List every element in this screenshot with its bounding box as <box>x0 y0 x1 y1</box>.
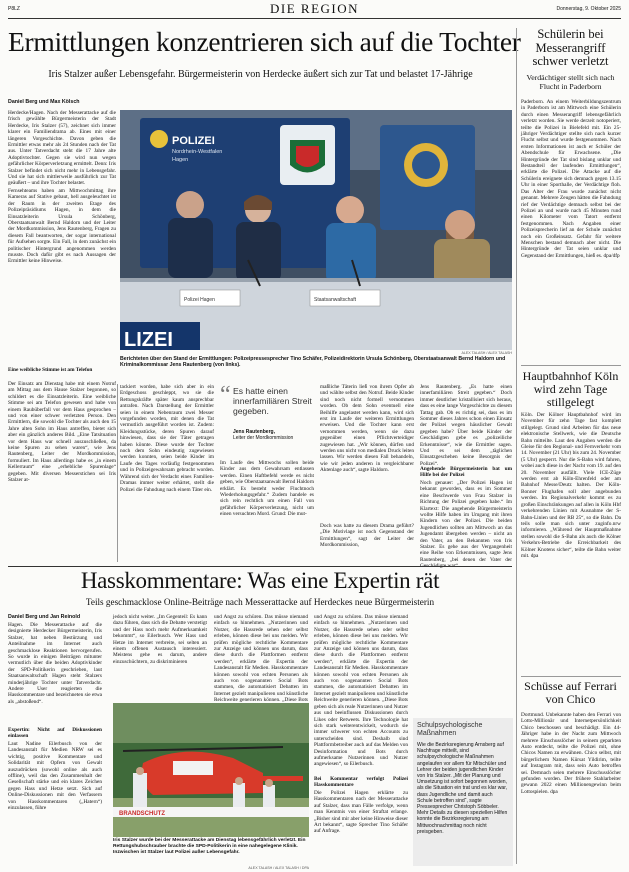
name-card: Polizei Hagen <box>184 297 215 303</box>
second-subheading: Expertin: Nicht auf Diskussionen einlassen <box>8 727 102 740</box>
second-headline: Hasskommentare: Was eine Expertin rät <box>80 568 440 593</box>
sidebar-article-1: Paderborn. An einem Weiterbildungszentrum in Paderborn ist am Mittwoch eine Schülerin durch einen Messerangriff lebensgefährlich verletzt worden. Sie werde derzeit notoperiert, teilte die Polizei in Bielefeld mit. Ein 25-jähriger Verdächtiger stellte sich nach kurzer Flucht selbst und wurde festgenommen. Nach ersten Informationen ist auch er Schüler der Abendschule für Erwachsene. „Die Hintergründe der Tat sind bislang unklar und Bestandteil der laufenden Ermittlungen“, erklärte die Polizei. Die Attacke auf die Schülerin ereignete sich demnach gegen 13.15 Uhr in einer Sporthalle, der Verdächtige floh. Das Alter der Frau wurde zunächst nicht genannt. Mehrere Zeugen hätten die Fahndung rief der Verdächtige demnach selbst bei der Polizei an und wurde nach 45 Minuten rund einen Kilometer vom Tatort entfernt festgenommen. Nach Angaben einer Polizeisprecherin lief an der Schule zunächst noch ein Großeinsatz. Gefahr für weitere Menschen bestand demnach aber nicht. Die Hintergründe der Tat seien unklar und Gegenstand der Ermittlungen, hieß es. dpa/dfp <box>521 99 621 259</box>
second-column-2: jedoch nicht weiter. „Im Gegenteil: Es kann dazu führen, dass sich die Debatte verstetigt und der Hass noch mehr Aufmerksamkeit bekommt“, so Eilerbusch. Wer Hass und Hetze im Internet verbreite, sei selten an einem offenen Austausch interessiert. Meistens gehe es darum, andere einzuschüchtern, zu diskriminieren <box>113 614 207 665</box>
page-date: Donnerstag, 9. Oktober 2025 <box>556 6 621 12</box>
pull-quote <box>220 382 314 446</box>
lead-column-4b: Noch genauer: „Der Polizei Hagen ist bekannt geworden, dass es im Sommer eine Beschwerde von Frau Stalzer in Richtung der Polizei gegeben habe.“ Im Klartext: Die angehende Bürgermeisterin wollte Hilfe haben im Umgang mit ihren Kindern von der Polizei. Die beiden Jugendlichen sollten am Mittwoch an das Jugendamt übergeben werden – nicht an den Vater, an den Bekannten von Iris Stalzer. Es gehe aus der Vergangenheit eine Reihe von Erkenntnissen, sagte Jens Rautenberg, „bei denen der Vater der <box>420 480 512 563</box>
lead-subheading: Angehende Bürgermeisterin bat um Hilfe bei der Polizei <box>420 466 512 479</box>
info-box-title: Schulpsychologische Maßnahmen <box>417 722 483 737</box>
lead-column-4: Jens Rautenberg. „Es hatte einen innerfamiliären Streit gegeben.“ Doch immer deutlicher kristallisiert sich heraus, dass es eine lange Vorgeschichte zu diesem Tattag gab. Ob es richtig sei, dass es im Sommer dieses Jahres schon einen Einsatz der Polizei wegen häuslicher Gewalt gegeben habe? Über beide Kinder der Geschädigten gebe es „polizeiliche Erkenntnisse“, wie die Ermittler sagen. Und es sei dem „täglichen Einsatzgeschehen keine Besorgnis der Polizei“. <box>420 384 512 467</box>
quote-mark-icon: “ <box>220 382 231 408</box>
sidebar-headline-3: Schüsse auf Ferrari von Chico <box>524 679 617 706</box>
lead-column-3: maßliche Täterin ließ von ihrem Opfer ab und wählte selbst den Notruf. Beide Kinder sind noch nicht formell vernommen worden. Ob dem Sohn eventuell eine Beihilfe angelastet werden kann, wird sich erst im Laufe der weiteren Ermittlungen erweisen. Und die Tochter kann erst vernommen werden, wenn sie dazu gegenüber einen Pflichtverteidiger zugewiesen hat. „Wir können, dürfen und werden uns nicht von medialen Druck leiten lassen. Wir werden diesen Fall behandeln, wie wir jeden anderen in vergleichbarer Aktenlage auch“, sagte Haldorn. <box>320 384 414 474</box>
second-column-3: und Angst zu schüren. Das müsse niemand einfach so hinnehmen. „Nutzerinnen und Nutzer, die Hassrede sehen oder selbst erleben, können diese bei uns melden. Wir prüfen mögliche rechtliche Kommentare zur Anzeige und können uns darum, dass diese durch die Plattformen entfernt werden“, erklärte die Expertin der Landesanstalt für Medien. Hasskommentare können sowohl von echten Personen als auch von sogenannten Social Bots stammen, die automatisiert Debatten im Internet gezielt manipulieren und künstliche Reichweite generieren können. „Diese Bots <box>214 614 308 704</box>
lead-paragraph: Herdecke/Hagen. Nach der Messerattacke auf die frisch gewählte Bürgermeisterin der Stadt Herdecke, Iris Stalzer (57), zeichnet sich immer klarer ein Familiendrama ab. Eines mit einer längeren Vorgeschichte. Davon geben die Ermittler etwas mehr als 24 Stunden nach der Tat aus. Unter Tatverdacht steht die 17 Jahre alte Adoptivtochter. Gegen sie wird nun wegen gefährlicher Körperverletzung ermittelt. Denn: Iris Stalzer befindet sich nicht mehr in Lebensgefahr. Und sie hat sich mittlerweile ausführlich zur Tat geäußert – und ihre Tochter belastet. <box>8 110 116 187</box>
page-ref: P8LZ <box>8 6 20 12</box>
police-desk-banner: LIZEI <box>124 329 173 351</box>
column-rule <box>117 384 118 562</box>
sidebar-headline-2: Hauptbahnhof Köln wird zehn Tage stillgelegt <box>522 369 619 409</box>
sidebar-subhead-1: Verdächtiger stellt sich nach Flucht in Paderborn <box>526 73 615 91</box>
lead-photo-credit: ALEX TALASH / ALEX TALASH <box>461 351 512 355</box>
police-sign-region: Nordrhein-Westfalen <box>172 149 223 155</box>
lead-column-3b: Doch was hatte zu diesem Drama geführt? „Die Motivlage ist noch Gegenstand der Ermittlungen“, sagt der Leiter der Mordkommission, <box>320 523 414 549</box>
police-sign-title: POLIZEI <box>172 135 215 147</box>
second-column-3-cont <box>314 614 408 768</box>
second-column-1b: Laut Nadine Eilerbusch von der Landesanstalt für Medien NRW sei es wichtig, positive Kommentare und Solidarität mit Opfern von Gewalt auszudrücken (sowohl online als auch offline), weil das den Zusammenhalt der Gesellschaft stärke und ein klares Zeichen gegen Hass und Hetze setzt. Sich auf Online-Diskussionen mit den Verfassern von Hasskommentaren („Hatern“) einzulassen, führe <box>8 741 102 812</box>
second-subhead: Teils geschmacklose Online-Beiträge nach Messerattacke auf Herdeckes neue Bürgermeisterin <box>85 597 435 607</box>
sidebar-article-2: Köln. Der Kölner Hauptbahnhof wird im November für zehn Tage fast komplett stillgelegt. Grund sind Arbeiten für das neue elektronische Stellwerk, wie die Deutsche Bahn mitteilte. Laut den Angaben werden die Gleise für den Regional- und Fernverkehr vom 14. November (21 Uhr) bis zum 24. November (5 Uhr) gesperrt. Nur die S-Bahn wird fahren, wobei auch diese in der Nacht vom 19. auf den 20. November ausfällt. Viele ICE-Züge werden erst ab Köln-Ehrenfeld oder am Bahnhof Messe/Deutz halten. Der Köln-Bonner Flughafen soll aber angebunden werden. Im Regionalverkehr kommt es zu großen Einschränkungen auf allen in Köln Hbf verkehrenden Linien mit Ausnahme der S-Bahn-Linien und der RB 25“, so die Bahn. Da teils solle man sich unter zuginfo.nrw informieren. „Während der Hauptmaßnahme stellen sowohl die S-Bahn als auch die Kölner Verkehrs-Betriebe die Erreichbarkeit des Kölner Knotens sicher“, teilte die Bahn weiter mit. dpa <box>521 412 621 559</box>
rescue-photo-credit: ALEX TALASH / ALEX TALASH / DPA <box>248 866 309 870</box>
pull-quote-role: Leiter der Mordkommission <box>233 435 294 441</box>
second-subheading: Bei Kommentar verfolgt Polizei Hasskommentare <box>314 776 408 789</box>
sidebar-divider <box>521 365 621 366</box>
sidebar-headline-1: Schülerin bei Messerangriff schwer verletzt <box>532 27 609 68</box>
person-prosecutor <box>336 196 364 224</box>
lead-headline: Ermittlungen konzentrieren sich auf die Tochter <box>8 26 521 57</box>
info-box <box>413 718 513 866</box>
person-spokesman <box>176 191 204 219</box>
second-column-1: Hagen. Die Messerattacke auf die designierte Herdecker Bürgermeisterin, Iris Stalzer, hat neben Bestürzung und Anteilnahme im Internet auch geschmacklose Reaktionen hervorgerufen. So wurde in einigen Beiträgen mitunter vermutlich über die beiden Adoptivkinder der SPD-Politikerin geschrieben, laut Staatsanwaltschaft Hagen steht Stalzers minderjährige Tochter unter Tatverdacht. Andere User reagierten die Hasskommentare und bezeichneten sie etwa als „abstoßend“. <box>8 622 102 705</box>
second-paragraph: und Angst zu schüren. Das müsse niemand einfach so hinnehmen. „Nutzerinnen und Nutzer, die Hassrede sehen oder selbst erleben, können diese bei uns melden. Wir prüfen mögliche rechtliche Kommentare zur Anzeige und können uns darum, dass diese durch die Plattformen entfernt werden“, erklärte die Expertin der Landesanstalt für Medien. Hasskommentare können sowohl von echten Personen als auch von sogenannten Social Bots stammen, die automatisiert Debatten im Internet gezielt manipulieren und künstliche Reichweite generieren können. „Diese Bots geben sich als reale Nutzerinnen und Nutzer aus und beeinflussen Diskussionen durch Likes oder Retweets. Ihre Technologie hat sich stark weiterentwickelt, wodurch sie immer schwerer von echten Accounts zu unterscheiden sind. Deshalb sind Plattformbetreiber auch auf das Melden von Desinformation und Bots durch aufmerksame Nutzerinnen und Nutzer angewiesen“, so Eilerbusch. <box>314 614 408 768</box>
rescue-photo-caption: Iris Stalzer wurde bei der Messerattacke am Dienstag lebensgefährlich verletzt. Ein Rettungshubschrauber brachte die SPD-Politikerin in eine nahegelegene Klinik. Inzwischen ist Stalzer laut Polizei außer Lebensgefahr. <box>113 838 306 855</box>
lead-column-1 <box>8 110 116 366</box>
rescue-photo <box>113 703 309 837</box>
rescue-helicopter-illustration <box>113 703 309 837</box>
second-byline: Daniel Berg und Jan Reinold <box>8 614 81 620</box>
police-star-icon <box>150 130 168 148</box>
header-rule <box>8 18 621 19</box>
lead-column-2b: Im Laufe des Mittwochs sollen beide Kinder aus dem Gewahrsam entlassen werden. Einen Haftbefehl werde es nicht geben, wie Oberstaatsanwalt Bernd Haldorn erklärt. Es besteht weder Fluchtnoch Wiederholungsgefahr.“ Zudem handele es sich rein rechtlich um einen Fall von gefährlicher Körperverletzung, nicht um einen versuchten Mord. Grund: Die mut- <box>220 460 314 518</box>
sidebar-rule <box>516 28 517 864</box>
pull-quote-name: Jens Rautenberg, <box>233 429 275 435</box>
lead-paragraph: Fernsehteams haben am Mittwochmittag ihre Kameras auf Stative gebaut, hell ausgeleuchtet ist der Raum in der zweiten Etage des Polizeipräsidiums Hagen, in dem die Einsatzleiterin Ursula Schönberg, Oberstaatsanwalt Bernd Haldorn und der Leiter der Mordkommission, Jens Rautenberg, Fragen zu diesem Fall beantworten, der sogar international für Aufsehen sorgte. Ein Fall, in dem zunächst ein politischer Hintergrund angenommen werden musste. Doch dafür gibt es nach Aussagen der Ermittler keine Hinweise. <box>8 187 116 265</box>
sidebar-article-3: Dortmund. Unbekannte haben den Ferrari von Lotto-Millionär und Internetpersönlichkeit Chico beschossen und beschädigt. Ein 44-Jähriger habe in der Nacht zum Mittwoch mehrere Einschusslöcher in seinem geparkten Auto entdeckt, teilte die Polizei mit, ohne Chicos Namen zu erwähnen. Chico selbst, mit bürgerlichem Namen Kürsat Yildirim, teilte auf Instagram mit, dass sein Auto betroffen sei. Demnach seien mehrere Einschusslöcher gefunden worden. Der frühere Stahlarbeiter gewann 2022 einen Millionengewinn beim Lottospielen. dpa <box>521 712 621 795</box>
section-title: DIE REGION <box>269 1 359 16</box>
lead-photo-caption: Berichteten über den Stand der Ermittlungen: Polizeipressesprecher Tino Schäfer, Polizeidirektorin Ursula Schönberg, Oberstaatsanwalt Bernd Haldorn und Kriminalkommissar Jens Rautenberg (von links). <box>120 356 506 369</box>
sidebar-divider <box>521 676 621 677</box>
pull-quote-text: Es hatte einen innerfamiliären Streit gegeben. <box>233 386 312 416</box>
press-conference-illustration <box>120 110 512 350</box>
second-column-4b: Die Polizei Hagen erklärte zu Hasskommentaren nach der Messerattacke auf Stalzer, dass man Fälle verfolge, wenn man Kenntnis von einer Straftat erlange. „Bisher sind mir aber keine Hinweise dieser Art bekannt“, sagte Sprecher Tino Schäfer auf Anfrage. <box>314 790 408 835</box>
lead-subheading: Eine weibliche Stimme ist am Telefon <box>8 367 93 373</box>
lead-byline: Daniel Berg und Max Kölsch <box>8 99 80 105</box>
privacy-screen-label: BRANDSCHUTZ <box>119 811 165 817</box>
lead-column-2: tackiert worden, habe sich aber in ein Erdgeschoss geschleppt, wo sie die Rettungskräfte später kaum ansprechbar antrafen. Nach Darstellung der Ermittler seien in einem Nebenraum zwei Messer vorgefunden worden, mit denen die Tat vermutlich ausgeführt worden ist. Zudem: Kleidungsstücke, deren Spuren darauf hinwiesen, dass sie der Täter getragen haben könnte. Diese wurde der Tochter noch dem Sohn eindeutig zugewiesen werden konnten, seien beide Kinder im Laufe des Tages vorläufig festgenommen und in Polizeigewahrsam gebracht worden. Während sich der Verdacht eines Familien-Dramas immer weiter erhärtet, stellt die Polizei die Fahndung nach einem Täter ein. <box>120 384 214 493</box>
lead-subhead: Iris Stalzer außer Lebensgefahr. Bürgermeisterin von Herdecke äußert sich zur Tat und belastet 17-Jährige <box>48 69 473 80</box>
lead-photo <box>120 110 512 350</box>
lead-column-1b: Der Einsatz am Dienstag habe mit einem Notruf am Mittag aus dem Hause Stalzer begonnen, so schildert es die Einsatzleiterin. Eine weibliche Stimme sei am Telefon gewesen und habe von einem Raubüberfall vor dem Haus gesprochen – und von einer schwer verletzten Person. Den Ermittlern, die sowohl die Tochter als auch den 15 Jahre alten Sohn im Haus antreffen, bietet sich aber ein gänzlich anderes Bild. „Eine Tatsituation vor dem Haus war schnell auszuschließen, da keine Spuren zu sehen waren“, wie Jens Rautenberg, Leiter der Mordkommission, formuliert. Im Haus allerdings habe es „in einem Kellerraum“ eine „erhebliche Spurenlage“ gegeben. Mit diversen Messerstichen sei Iris Stalzer at- <box>8 381 116 484</box>
police-sign-city: Hagen <box>172 157 189 163</box>
info-box-text: Wie die Bezirksregierung Arnsberg auf Nachfrage mitteilt, sind schulpsychologische Maßnahmen angelaufen vor allem für Mitschüler und Lehrer der beiden jugendlichen Kinder von Iris Stalzer. „Mit der Planung und Umsetzung ist sofort begonnen worden, als die Situation ein trat und es klar war, dass Jugendliche und damit auch Schule betroffen sind“, sagte Pressesprecher Christoph Söbbeler. Mehr Details zu diesen speziellen Hilfen konnte die Bezirksregierung am Mittwochnachmittag noch nicht preisgeben. <box>417 742 508 835</box>
name-card: Staatsanwaltschaft <box>314 297 356 303</box>
